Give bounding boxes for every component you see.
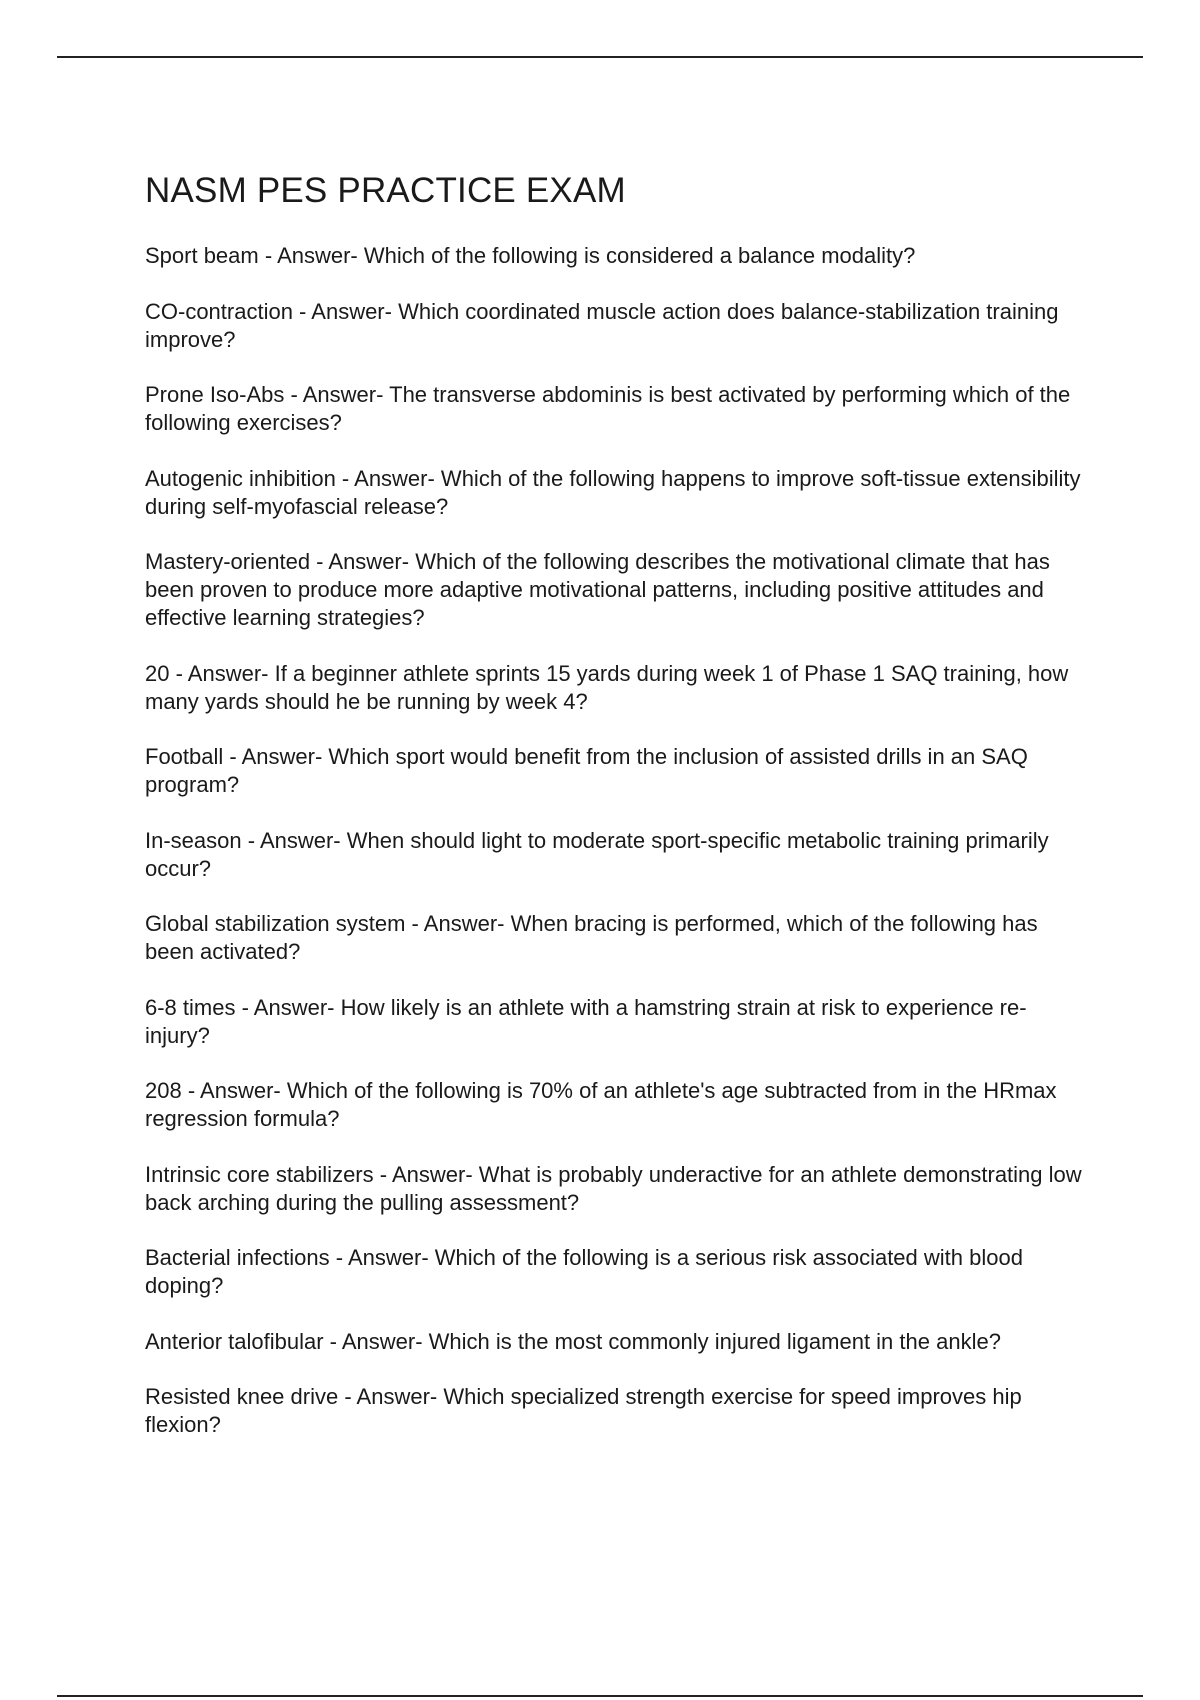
document-body — [145, 170, 1090, 1467]
footer-rule — [57, 1695, 1143, 1697]
qa-item: 208 - Answer- Which of the following is 70% of an athlete's age subtracted from in the HRmax regression formula? — [145, 1078, 1057, 1131]
qa-item: Bacterial infections - Answer- Which of the following is a serious risk associated with blood doping? — [145, 1245, 1023, 1298]
qa-item: Football - Answer- Which sport would benefit from the inclusion of assisted drills in an SAQ program? — [145, 744, 1028, 797]
qa-item: Mastery-oriented - Answer- Which of the following describes the motivational climate that has been proven to produce more adaptive motivational patterns, including positive attitudes and effective learning strategies? — [145, 549, 1050, 630]
qa-item: Intrinsic core stabilizers - Answer- What is probably underactive for an athlete demonstrating low back arching during the pulling assessment? — [145, 1161, 1082, 1215]
qa-item: Anterior talofibular - Answer- Which is the most commonly injured ligament in the ankle? — [145, 1328, 1001, 1354]
qa-item: Autogenic inhibition - Answer- Which of the following happens to improve soft-tissue extensibility during self-myofascial release? — [145, 465, 1081, 519]
qa-list — [145, 242, 1090, 1439]
qa-item: 6-8 times - Answer- How likely is an athlete with a hamstring strain at risk to experience re-injury? — [145, 994, 1027, 1048]
qa-item: 20 - Answer- If a beginner athlete sprints 15 yards during week 1 of Phase 1 SAQ training, how many yards should he be running by week 4? — [145, 660, 1069, 714]
qa-item: Prone Iso-Abs - Answer- The transverse abdominis is best activated by performing which of the following exercises? — [145, 382, 1071, 435]
qa-item: In-season - Answer- When should light to moderate sport-specific metabolic training primarily occur? — [145, 827, 1049, 881]
qa-item: Sport beam - Answer- Which of the following is considered a balance modality? — [145, 243, 916, 268]
header-rule — [57, 56, 1143, 58]
qa-item: CO-contraction - Answer- Which coordinated muscle action does balance-stabilization training improve? — [145, 298, 1059, 352]
qa-item: Global stabilization system - Answer- When bracing is performed, which of the following has been activated? — [145, 911, 1038, 964]
qa-item: Resisted knee drive - Answer- Which specialized strength exercise for speed improves hip flexion? — [145, 1384, 1022, 1437]
document-title: NASM PES PRACTICE EXAM — [145, 171, 626, 210]
